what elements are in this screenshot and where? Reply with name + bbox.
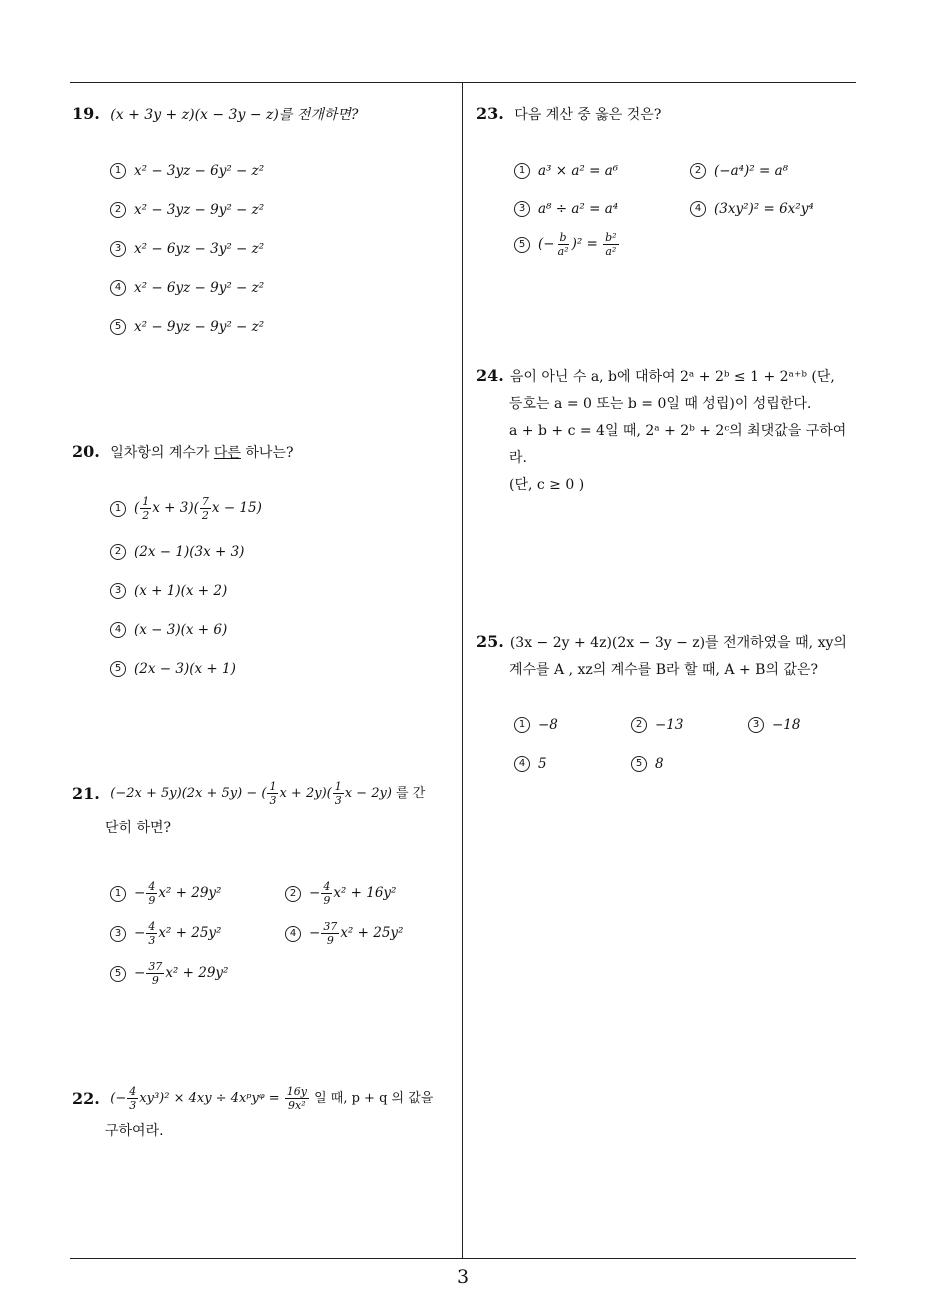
option-3[interactable] xyxy=(110,920,221,947)
numerator: 4 xyxy=(148,880,156,893)
numerator: b² xyxy=(605,231,617,244)
option-marker: 3 xyxy=(110,583,126,599)
option-5[interactable] xyxy=(110,319,264,335)
option-text: x² − 9yz − 9y² − z² xyxy=(134,319,265,335)
option-marker: 5 xyxy=(631,756,647,772)
option-marker: 5 xyxy=(110,966,126,982)
question-24 xyxy=(476,362,861,499)
numerator: 4 xyxy=(323,880,331,893)
option-text: (3xy²)² = 6x²y⁴ xyxy=(714,201,814,217)
denominator: 2 xyxy=(142,509,150,522)
option-text: x² − 3yz − 6y² − z² xyxy=(134,163,265,179)
option-text: (−a⁴)² = a⁸ xyxy=(714,163,789,179)
option-text: (2x − 1)(3x + 3) xyxy=(134,544,245,560)
option-rest: x² + 29y² xyxy=(165,965,229,981)
stem-part-c: x − 2y) xyxy=(344,786,392,801)
option-rest: x² + 25y² xyxy=(340,925,404,941)
question-line-3: a + b + c = 4일 때, 2ᵃ + 2ᵇ + 2ᶜ의 최댓값을 구하여라. xyxy=(509,423,847,466)
question-23 xyxy=(476,100,661,129)
option-2[interactable] xyxy=(110,202,264,218)
fraction xyxy=(146,880,157,907)
question-20 xyxy=(72,438,293,467)
numerator: 37 xyxy=(148,960,163,973)
option-1[interactable] xyxy=(110,163,264,179)
top-rule xyxy=(70,82,856,83)
fraction xyxy=(200,495,211,522)
option-rest: x² + 29y² xyxy=(158,885,222,901)
option-text: x² − 3yz − 9y² − z² xyxy=(134,202,265,218)
fraction xyxy=(267,780,278,807)
option-text xyxy=(134,495,262,522)
option-text: x² − 6yz − 3y² − z² xyxy=(134,241,265,257)
fraction xyxy=(556,231,571,258)
option-rest: x² + 25y² xyxy=(158,925,222,941)
option-2[interactable] xyxy=(285,880,396,907)
numerator: 1 xyxy=(269,780,277,793)
option-text: a⁸ ÷ a² = a⁴ xyxy=(538,201,619,217)
option-3[interactable] xyxy=(514,201,618,217)
question-stem xyxy=(110,1085,434,1112)
fraction xyxy=(333,780,344,807)
question-stem-underlined: 다른 xyxy=(213,445,241,461)
question-number: 22. xyxy=(72,1089,100,1108)
question-22 xyxy=(72,1085,457,1145)
option-marker: 3 xyxy=(110,926,126,942)
option-5[interactable] xyxy=(110,960,228,987)
question-21 xyxy=(72,780,457,842)
fraction xyxy=(140,495,151,522)
fraction xyxy=(321,880,332,907)
question-line-2: 계수를 A , xz의 계수를 B라 할 때, A + B의 값은? xyxy=(509,662,818,678)
option-3[interactable] xyxy=(748,717,801,733)
question-stem: (x + 3y + z)(x − 3y − z)를 전개하면? xyxy=(110,107,359,123)
question-stem-pre: 일차항의 계수가 xyxy=(110,445,214,461)
option-marker: 4 xyxy=(514,756,530,772)
option-marker: 3 xyxy=(748,717,764,733)
denominator: 9x² xyxy=(288,1099,306,1112)
option-marker: 2 xyxy=(690,163,706,179)
fraction xyxy=(603,231,618,258)
option-marker: 4 xyxy=(110,280,126,296)
denominator: 9 xyxy=(148,894,156,907)
option-3[interactable] xyxy=(110,583,227,599)
option-4[interactable] xyxy=(285,920,403,947)
option-text xyxy=(134,920,221,947)
denominator: 9 xyxy=(326,934,334,947)
stem-part-b: xy³)² × 4xy ÷ 4xᵖyᵠ = xyxy=(139,1091,284,1106)
stem-part-c: 일 때, p + q 의 값을 xyxy=(309,1091,434,1106)
option-text: a³ × a² = a⁶ xyxy=(538,163,619,179)
bottom-rule xyxy=(70,1258,856,1259)
question-line-1: (3x − 2y + 4z)(2x − 3y − z)를 전개하였을 때, xy의 xyxy=(509,635,847,651)
question-stem: 다음 계산 중 옳은 것은? xyxy=(514,107,662,123)
option-text: (x − 3)(x + 6) xyxy=(134,622,228,638)
option-text xyxy=(134,960,228,987)
option-marker: 5 xyxy=(110,319,126,335)
option-text: −8 xyxy=(538,717,558,733)
option-text: −18 xyxy=(772,717,801,733)
option-text xyxy=(538,231,620,258)
option-marker: 2 xyxy=(110,544,126,560)
numerator: 16y xyxy=(286,1085,307,1098)
question-19 xyxy=(72,100,358,129)
option-3[interactable] xyxy=(110,241,264,257)
page-number: 3 xyxy=(456,1266,470,1288)
question-number: 20. xyxy=(72,442,100,461)
option-marker: 2 xyxy=(631,717,647,733)
denominator: 3 xyxy=(334,794,342,807)
option-mid: x + 3)( xyxy=(152,500,199,516)
numerator: 7 xyxy=(201,495,209,508)
option-text: x² − 6yz − 9y² − z² xyxy=(134,280,265,296)
denominator: 3 xyxy=(129,1099,137,1112)
sign: − xyxy=(309,925,321,941)
paren-open: ( xyxy=(134,500,140,516)
option-1[interactable] xyxy=(110,495,262,522)
option-marker: 2 xyxy=(110,202,126,218)
numerator: b xyxy=(559,231,567,244)
fraction xyxy=(127,1085,138,1112)
option-marker: 4 xyxy=(110,622,126,638)
question-line-4: (단, c ≥ 0 ) xyxy=(509,477,585,493)
option-text: 5 xyxy=(538,756,547,772)
option-text: (x + 1)(x + 2) xyxy=(134,583,228,599)
option-1[interactable] xyxy=(514,717,558,733)
stem-part-a: (− xyxy=(110,1091,127,1106)
question-number: 25. xyxy=(476,632,504,651)
option-marker: 4 xyxy=(285,926,301,942)
option-4[interactable] xyxy=(110,280,264,296)
sign: − xyxy=(134,925,146,941)
denominator: 3 xyxy=(148,934,156,947)
option-text: 8 xyxy=(655,756,664,772)
option-2[interactable] xyxy=(110,544,244,560)
option-1[interactable] xyxy=(110,880,221,907)
question-number: 24. xyxy=(476,366,504,385)
stem-part-a: (−2x + 5y)(2x + 5y) − ( xyxy=(110,786,267,801)
denominator: 9 xyxy=(151,974,159,987)
fraction xyxy=(321,920,339,947)
question-stem-post: 하나는? xyxy=(240,445,294,461)
question-25 xyxy=(476,628,861,684)
sign: − xyxy=(309,885,321,901)
option-marker: 5 xyxy=(514,237,530,253)
stem-part-d: 를 간 xyxy=(391,786,426,801)
option-4[interactable] xyxy=(690,201,814,217)
denominator: 3 xyxy=(269,794,277,807)
fraction xyxy=(146,960,164,987)
numerator: 1 xyxy=(142,495,150,508)
paren-open: (− xyxy=(538,236,555,252)
option-4[interactable] xyxy=(514,756,547,772)
question-stem-line2: 단히 하면? xyxy=(105,820,172,836)
question-number: 23. xyxy=(476,104,504,123)
option-marker: 1 xyxy=(514,163,530,179)
option-1[interactable] xyxy=(514,163,618,179)
numerator: 4 xyxy=(129,1085,137,1098)
option-marker: 5 xyxy=(110,661,126,677)
denominator: a² xyxy=(605,245,617,258)
option-text xyxy=(134,880,221,907)
option-marker: 1 xyxy=(110,886,126,902)
numerator: 4 xyxy=(148,920,156,933)
option-marker: 1 xyxy=(514,717,530,733)
sign: − xyxy=(134,885,146,901)
question-stem-line2: 구하여라. xyxy=(105,1123,164,1139)
option-2[interactable] xyxy=(690,163,788,179)
column-divider xyxy=(462,82,463,1259)
option-text: (2x − 3)(x + 1) xyxy=(134,661,236,677)
option-4[interactable] xyxy=(110,622,227,638)
denominator: a² xyxy=(557,245,569,258)
question-number: 21. xyxy=(72,784,100,803)
option-marker: 1 xyxy=(110,163,126,179)
option-marker: 2 xyxy=(285,886,301,902)
question-number: 19. xyxy=(72,104,100,123)
fraction xyxy=(285,1085,309,1112)
option-text xyxy=(309,880,396,907)
question-line-1: 음이 아닌 수 a, b에 대하여 2ᵃ + 2ᵇ ≤ 1 + 2ᵃ⁺ᵇ (단, xyxy=(509,369,835,385)
option-post: x − 15) xyxy=(211,500,262,516)
option-5[interactable] xyxy=(514,231,620,258)
option-marker: 4 xyxy=(690,201,706,217)
question-stem xyxy=(110,780,426,807)
denominator: 2 xyxy=(201,509,209,522)
option-marker: 3 xyxy=(514,201,530,217)
option-5[interactable] xyxy=(110,661,236,677)
numerator: 1 xyxy=(334,780,342,793)
question-line-2: 등호는 a = 0 또는 b = 0일 때 성립)이 성립한다. xyxy=(509,396,812,412)
stem-part-b: x + 2y)( xyxy=(279,786,332,801)
option-marker: 1 xyxy=(110,501,126,517)
option-text xyxy=(309,920,403,947)
numerator: 37 xyxy=(323,920,338,933)
sign: − xyxy=(134,965,146,981)
denominator: 9 xyxy=(323,894,331,907)
option-marker: 3 xyxy=(110,241,126,257)
option-2[interactable] xyxy=(631,717,684,733)
option-rest: x² + 16y² xyxy=(333,885,397,901)
option-text: −13 xyxy=(655,717,684,733)
option-5[interactable] xyxy=(631,756,664,772)
option-mid: )² = xyxy=(571,236,603,252)
fraction xyxy=(146,920,157,947)
